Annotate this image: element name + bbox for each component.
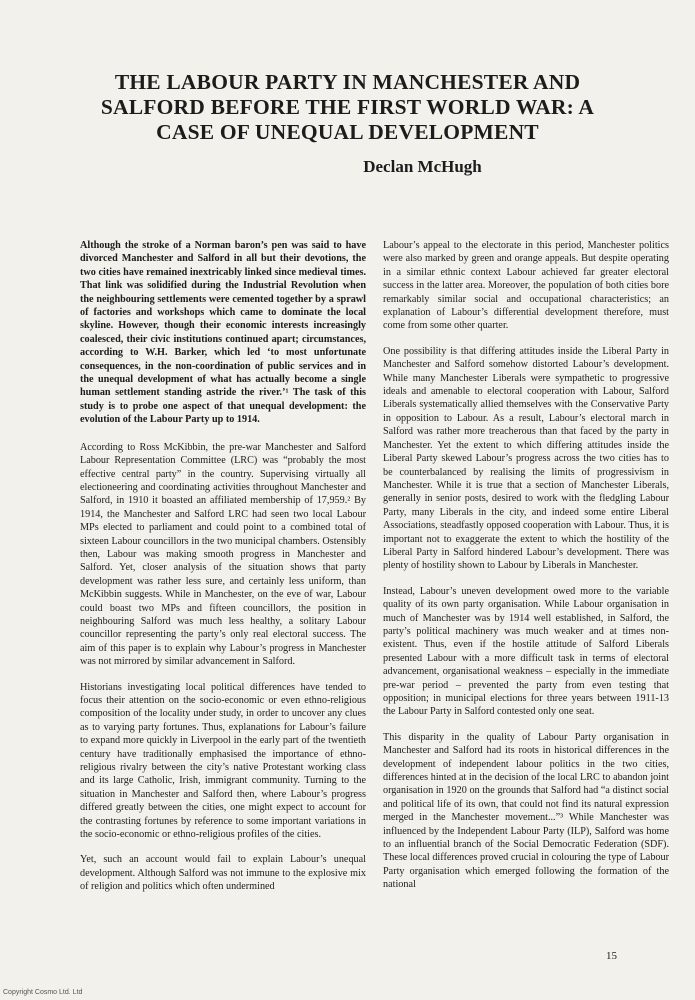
- copyright-notice: Copyright Cosmo Ltd. Ltd: [3, 989, 83, 996]
- author-byline: Declan McHugh: [363, 157, 482, 176]
- article-header: [0, 70, 695, 177]
- title-line: THE LABOUR PARTY IN MANCHESTER AND: [114, 70, 581, 94]
- body-paragraph: According to Ross McKibbin, the pre-war Manchester and Salford Labour Representation Committee (LRC) was “probably the most effective central party” in the country. Supervising virtually all electioneering and coordinating activities throughout Manchester and Salford, in 1910 it boasted an affiliated membership of 17,959.² By 1914, the Manchester and Salford LRC had seen two local Labour MPs elected to parliament and could point to a combined total of sixteen Labour councillors in the two municipal chambers. Ostensibly then, Labour was making smooth progress in Manchester and Salford. Yet, closer analysis of the situation shows that party development was rather less sure, and certainly less uniform, than McKibbin suggests. While in Manchester, on the eve of war, Labour could boast two MPs and fifteen councillors, the position in neighbouring Salford was much less healthy, a solitary Labour councillor representing the party’s only real electoral success. The aim of this paper is to explain why Labour’s progress in Manchester was not mirrored by similar advancement in Salford.: [80, 441, 366, 668]
- title-line: SALFORD BEFORE THE FIRST WORLD WAR: A: [100, 95, 595, 119]
- article-title: [68, 70, 628, 145]
- title-line: CASE OF UNEQUAL DEVELOPMENT: [156, 120, 539, 144]
- body-paragraph: Historians investigating local political differences have tended to focus their attention on the socio-economic or even ethno-religious composition of the locality under study, in order to uncover any clues as to varying party fortunes. Thus, explanations for Labour’s failure to expand more quickly in Liverpool in the early part of the twentieth century have traditionally emphasised the importance of ethno-religious rivalry between the city’s native Protestant working class and its large Catholic, Irish, immigrant community. Turning to the situation in Manchester and Salford then, where Labour’s progress differed greatly between the cities, one might expect to account for the contrasting fortunes by reference to some important variations in the socio-economic or ethno-religious profiles of the cities.: [80, 681, 366, 841]
- body-paragraph: Yet, such an account would fail to explain Labour’s unequal development. Although Salford was not immune to the explosive mix of religion and politics which often undermined: [80, 854, 366, 893]
- page-number: 15: [606, 950, 617, 962]
- body-paragraph: Labour’s appeal to the electorate in this period, Manchester politics were also marked by green and orange appeals. But despite operating in a similar ethnic context Labour achieved far greater electoral success in the latter area. Moreover, the population of both cities bore remarkably similar social and occupational characteristics; an explanation of Labour’s differential development therefore, must come from some other quarter.: [383, 240, 669, 332]
- body-paragraph: This disparity in the quality of Labour Party organisation in Manchester and Salford had its roots in historical differences in the development of independent labour politics in the two cities, differences hinted at in the decision of the local LRC to abandon joint organisation in 1920 on the grounds that Salford had “a distinct social and political life of its own, that could not find its natural expression merged in the Manchester movement...”³ While Manchester was influenced by the Independent Labour Party (ILP), Salford was home to an influential branch of the Social Democratic Federation (SDF). These local differences proved crucial in colouring the type of Labour Party organisation which emerged following the formation of the national: [383, 731, 669, 891]
- body-paragraph: Instead, Labour’s uneven development owed more to the variable quality of its own party organisation. While Labour organisation in much of Manchester was by 1914 well established, in Salford, the party’s political machinery was much weaker and at times non-existent. Thus, even if the hostile attitude of Salford Liberals presented Labour with a more difficult task in terms of electoral advancement, organisational weakness – especially in the immediate pre-war period – prevented the party from even testing that opposition; in municipal elections for three years between 1911-13 the Labour Party in Salford contested only one seat.: [383, 585, 669, 718]
- left-column: [80, 239, 366, 906]
- right-column: [383, 239, 669, 904]
- abstract-paragraph: Although the stroke of a Norman baron’s pen was said to have divorced Manchester and Salford in all but their devotions, the two cities have remained inextricably linked since medieval times. That link was solidified during the Industrial Revolution when the neighbouring settlements were cemented together by a sprawl of factories and workshops which came to dominate the local skyline. However, though their economic interests increasingly coalesced, their civic institutions continued apart; circumstances, according to W.H. Barker, which led ‘to most unfortunate consequences, in the non-coordination of public services and in the unequal development of what has actually become a single human settlement standing astride the river.’¹ The task of this study is to probe one aspect of that unequal development: the evolution of the Labour Party up to 1914.: [80, 240, 366, 426]
- body-paragraph: One possibility is that differing attitudes inside the Liberal Party in Manchester and Salford somehow distorted Labour’s development. While many Manchester Liberals were sympathetic to progressive ideals and amenable to electoral cooperation with Labour, Salford Liberals systematically allied themselves with the Conservative Party in opposition to Labour. As a result, Labour’s electoral march in Salford was rather more treacherous than that faced by the party in Manchester. Yet the extent to which differing attitudes inside the Liberal Party skewed Labour’s progress across the two cities has to be counterbalanced by realising the limits of progressivism in Manchester. While it is true that a section of Manchester Liberals, generally in senior posts, desired to work with the fledgling Labour Party, many Liberals in the city, and indeed some entire Liberal Associations, steadfastly opposed cooperation with Labour. Thus, it is important not to exaggerate the extent to which the hostility of the Liberal Party in Salford hindered Labour’s development. There was plenty of hostility shown to Labour by Liberals in Manchester.: [383, 345, 669, 572]
